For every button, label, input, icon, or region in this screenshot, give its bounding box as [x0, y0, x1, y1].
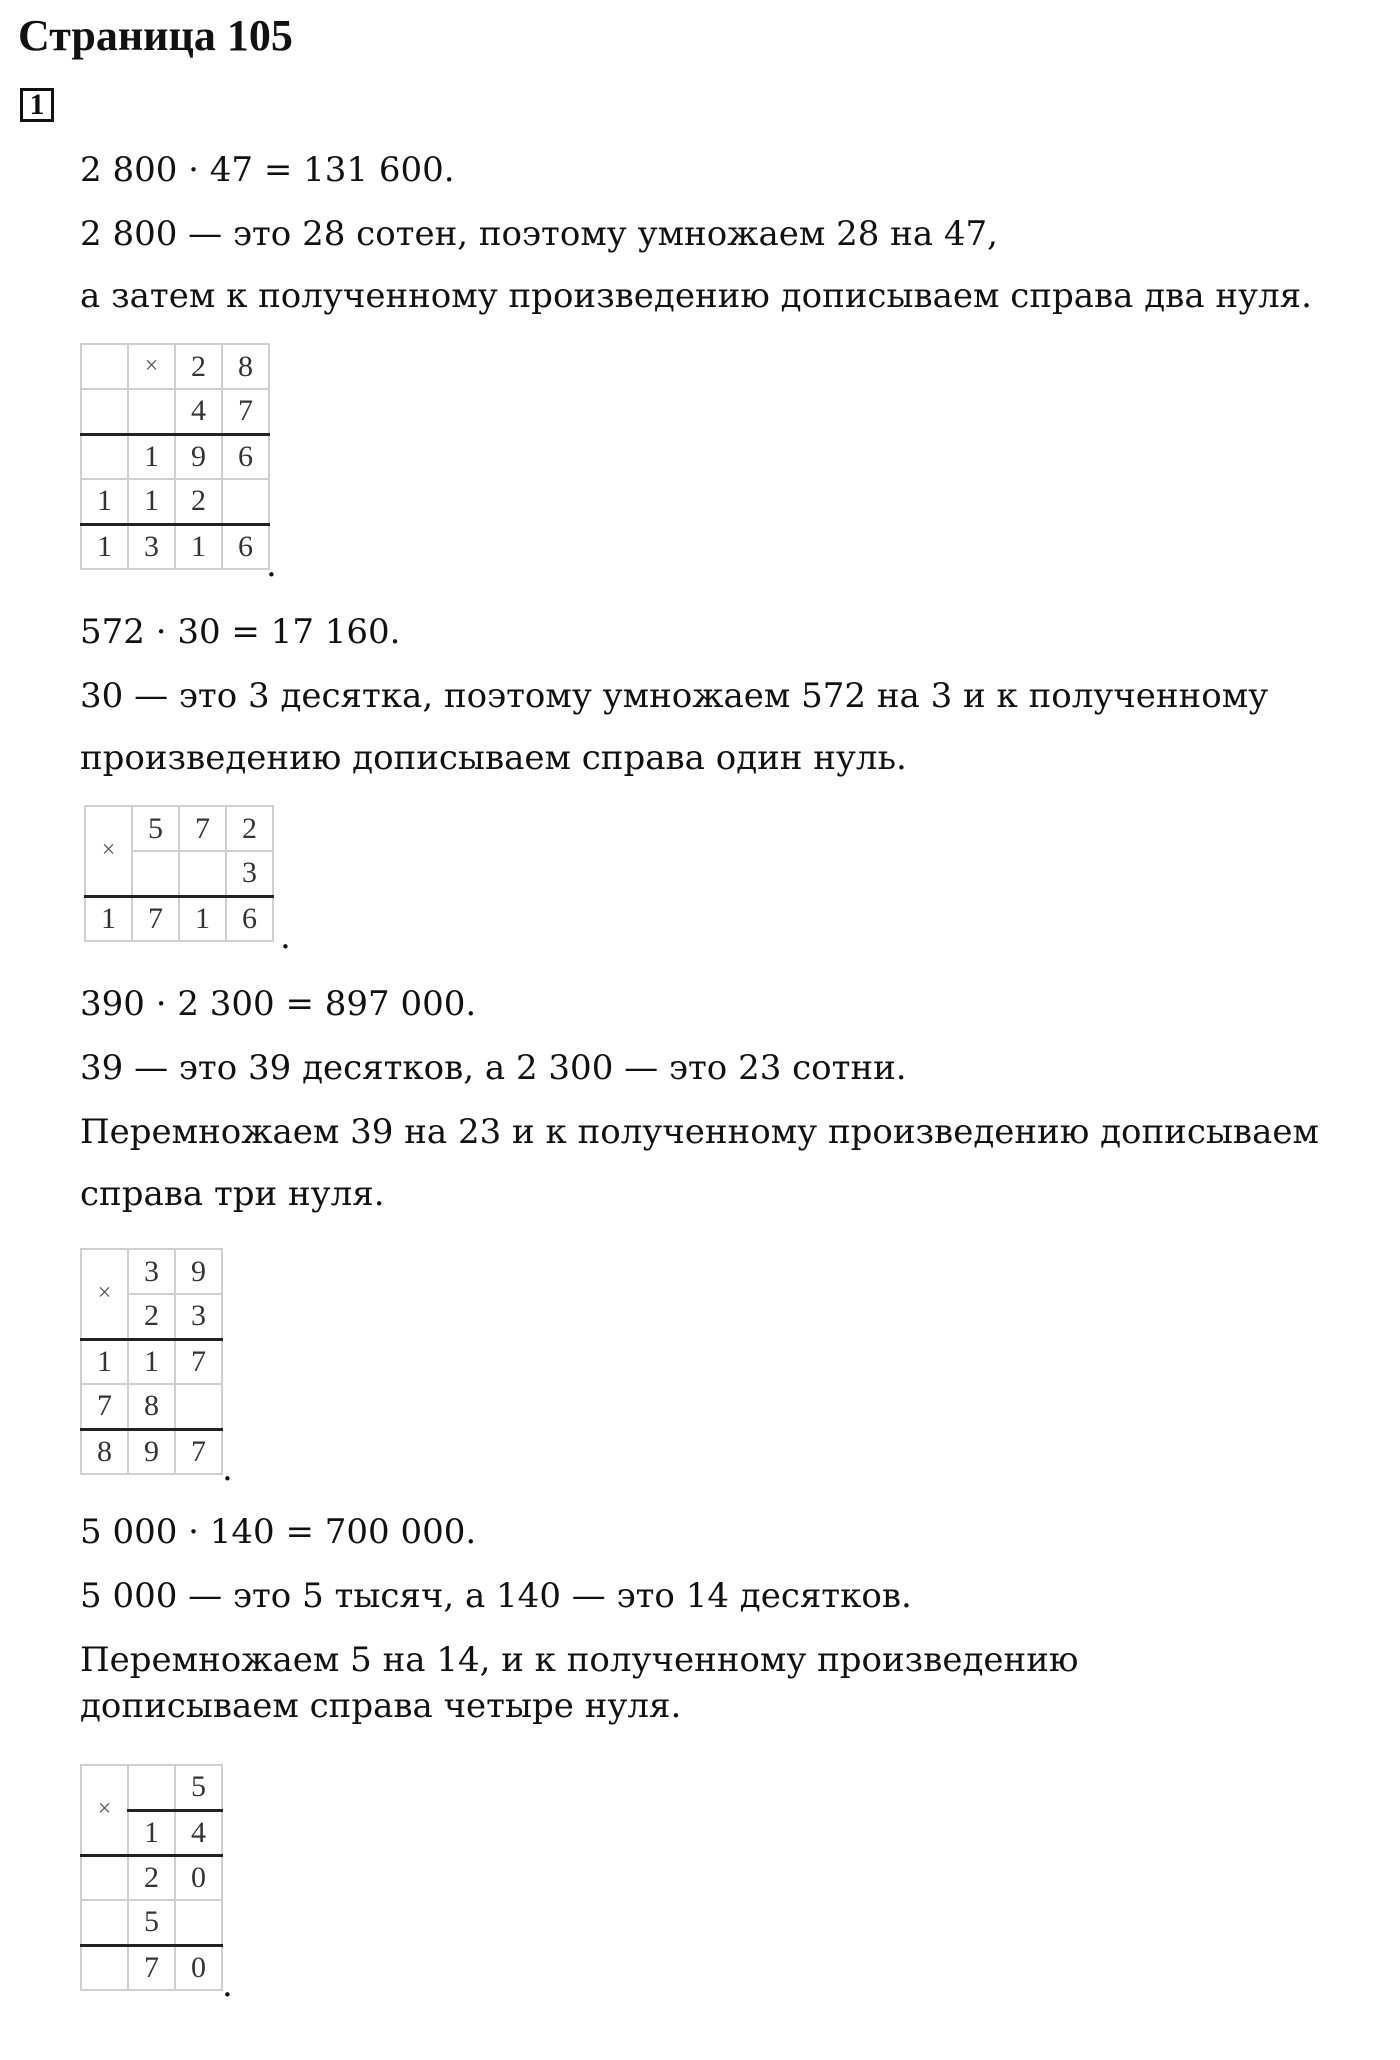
- table-cell: 7: [175, 1339, 222, 1384]
- table-row: [81, 1339, 222, 1384]
- table-row: [81, 434, 269, 479]
- table-cell: 1: [128, 479, 175, 524]
- table-cell: 7: [222, 389, 269, 434]
- table-cell: [175, 1384, 222, 1429]
- table-cell: 1: [128, 1339, 175, 1384]
- table-cell: [81, 1900, 128, 1945]
- table-row: [81, 479, 269, 524]
- table-cell: [81, 1855, 128, 1900]
- table-cell: 2: [128, 1294, 175, 1339]
- table-row: [81, 1249, 222, 1294]
- table-cell: 0: [175, 1855, 222, 1900]
- multiply-sign: ×: [85, 806, 132, 896]
- table-cell: 0: [175, 1945, 222, 1990]
- equation-line: 5 000 · 140 = 700 000.: [80, 1512, 477, 1552]
- table-cell: [81, 1945, 128, 1990]
- table-cell: [128, 389, 175, 434]
- equation-line: 2 800 · 47 = 131 600.: [80, 150, 455, 190]
- table-cell: [175, 1900, 222, 1945]
- table-cell: 6: [226, 896, 273, 941]
- multiply-sign: ×: [81, 1249, 128, 1339]
- table-row: [81, 1855, 222, 1900]
- table-cell: 1: [85, 896, 132, 941]
- table-cell: 8: [222, 344, 269, 389]
- table-cell: 9: [175, 1249, 222, 1294]
- table-row: [81, 1900, 222, 1945]
- multiplication-table: [80, 1248, 223, 1475]
- table-cell: 7: [132, 896, 179, 941]
- explanation-line: Перемножаем 39 на 23 и к полученному произведению дописываем: [80, 1112, 1319, 1152]
- period: .: [266, 545, 277, 585]
- table-row: [81, 1765, 222, 1810]
- table-cell: 1: [128, 1810, 175, 1855]
- period: .: [222, 1965, 233, 2005]
- table-cell: 1: [81, 479, 128, 524]
- explanation-line: Перемножаем 5 на 14, и к полученному произведению: [80, 1640, 1079, 1680]
- table-cell: [179, 851, 226, 896]
- table-cell: 9: [128, 1429, 175, 1474]
- table-cell: 4: [175, 1810, 222, 1855]
- table-cell: 2: [226, 806, 273, 851]
- task-number-box: 1: [20, 88, 54, 122]
- table-cell: 6: [222, 524, 269, 569]
- table-cell: 3: [175, 1294, 222, 1339]
- equation-line: 572 · 30 = 17 160.: [80, 612, 401, 652]
- table-row: [85, 806, 273, 851]
- table-cell: [81, 389, 128, 434]
- table-cell: 7: [179, 806, 226, 851]
- explanation-line: 2 800 — это 28 сотен, поэтому умножаем 28 на 47,: [80, 214, 998, 254]
- table-row: [81, 1945, 222, 1990]
- table-row: [81, 524, 269, 569]
- table-row: [85, 896, 273, 941]
- table-cell: 8: [128, 1384, 175, 1429]
- explanation-line: дописываем справа четыре нуля.: [80, 1686, 682, 1726]
- table-row: [81, 344, 269, 389]
- table-row: [81, 389, 269, 434]
- explanation-line: справа три нуля.: [80, 1174, 385, 1214]
- table-cell: 6: [222, 434, 269, 479]
- multiply-sign: ×: [81, 1765, 128, 1855]
- table-cell: 7: [128, 1945, 175, 1990]
- equation-line: 390 · 2 300 = 897 000.: [80, 984, 477, 1024]
- multiply-sign: ×: [128, 344, 175, 389]
- table-cell: 5: [128, 1900, 175, 1945]
- table-cell: [132, 851, 179, 896]
- table-cell: 4: [175, 389, 222, 434]
- table-row: [81, 1429, 222, 1474]
- table-cell: 1: [179, 896, 226, 941]
- table-cell: [128, 1765, 175, 1810]
- table-cell: 2: [128, 1855, 175, 1900]
- table-cell: 3: [128, 524, 175, 569]
- table-row: [81, 1384, 222, 1429]
- multiplication-table: [84, 805, 274, 942]
- multiplication-table: [80, 343, 270, 570]
- table-cell: 1: [128, 434, 175, 479]
- table-cell: 3: [226, 851, 273, 896]
- table-cell: 2: [175, 479, 222, 524]
- table-cell: 5: [132, 806, 179, 851]
- explanation-line: произведению дописываем справа один нуль.: [80, 738, 907, 778]
- table-cell: 3: [128, 1249, 175, 1294]
- table-cell: [222, 479, 269, 524]
- table-cell: 1: [81, 524, 128, 569]
- period: .: [222, 1449, 233, 1489]
- explanation-line: 39 — это 39 десятков, а 2 300 — это 23 сотни.: [80, 1048, 907, 1088]
- explanation-line: а затем к полученному произведению дописываем справа два нуля.: [80, 276, 1312, 316]
- table-cell: 7: [81, 1384, 128, 1429]
- table-cell: 5: [175, 1765, 222, 1810]
- explanation-line: 30 — это 3 десятка, поэтому умножаем 572 на 3 и к полученному: [80, 676, 1269, 716]
- page-title: Страница 105: [18, 11, 293, 60]
- multiplication-table: [80, 1764, 223, 1991]
- table-cell: 1: [81, 1339, 128, 1384]
- period: .: [280, 917, 291, 957]
- table-cell: [81, 344, 128, 389]
- explanation-line: 5 000 — это 5 тысяч, а 140 — это 14 десятков.: [80, 1576, 912, 1616]
- table-cell: 8: [81, 1429, 128, 1474]
- table-cell: 9: [175, 434, 222, 479]
- table-cell: 2: [175, 344, 222, 389]
- table-cell: 7: [175, 1429, 222, 1474]
- table-cell: 1: [175, 524, 222, 569]
- table-cell: [81, 434, 128, 479]
